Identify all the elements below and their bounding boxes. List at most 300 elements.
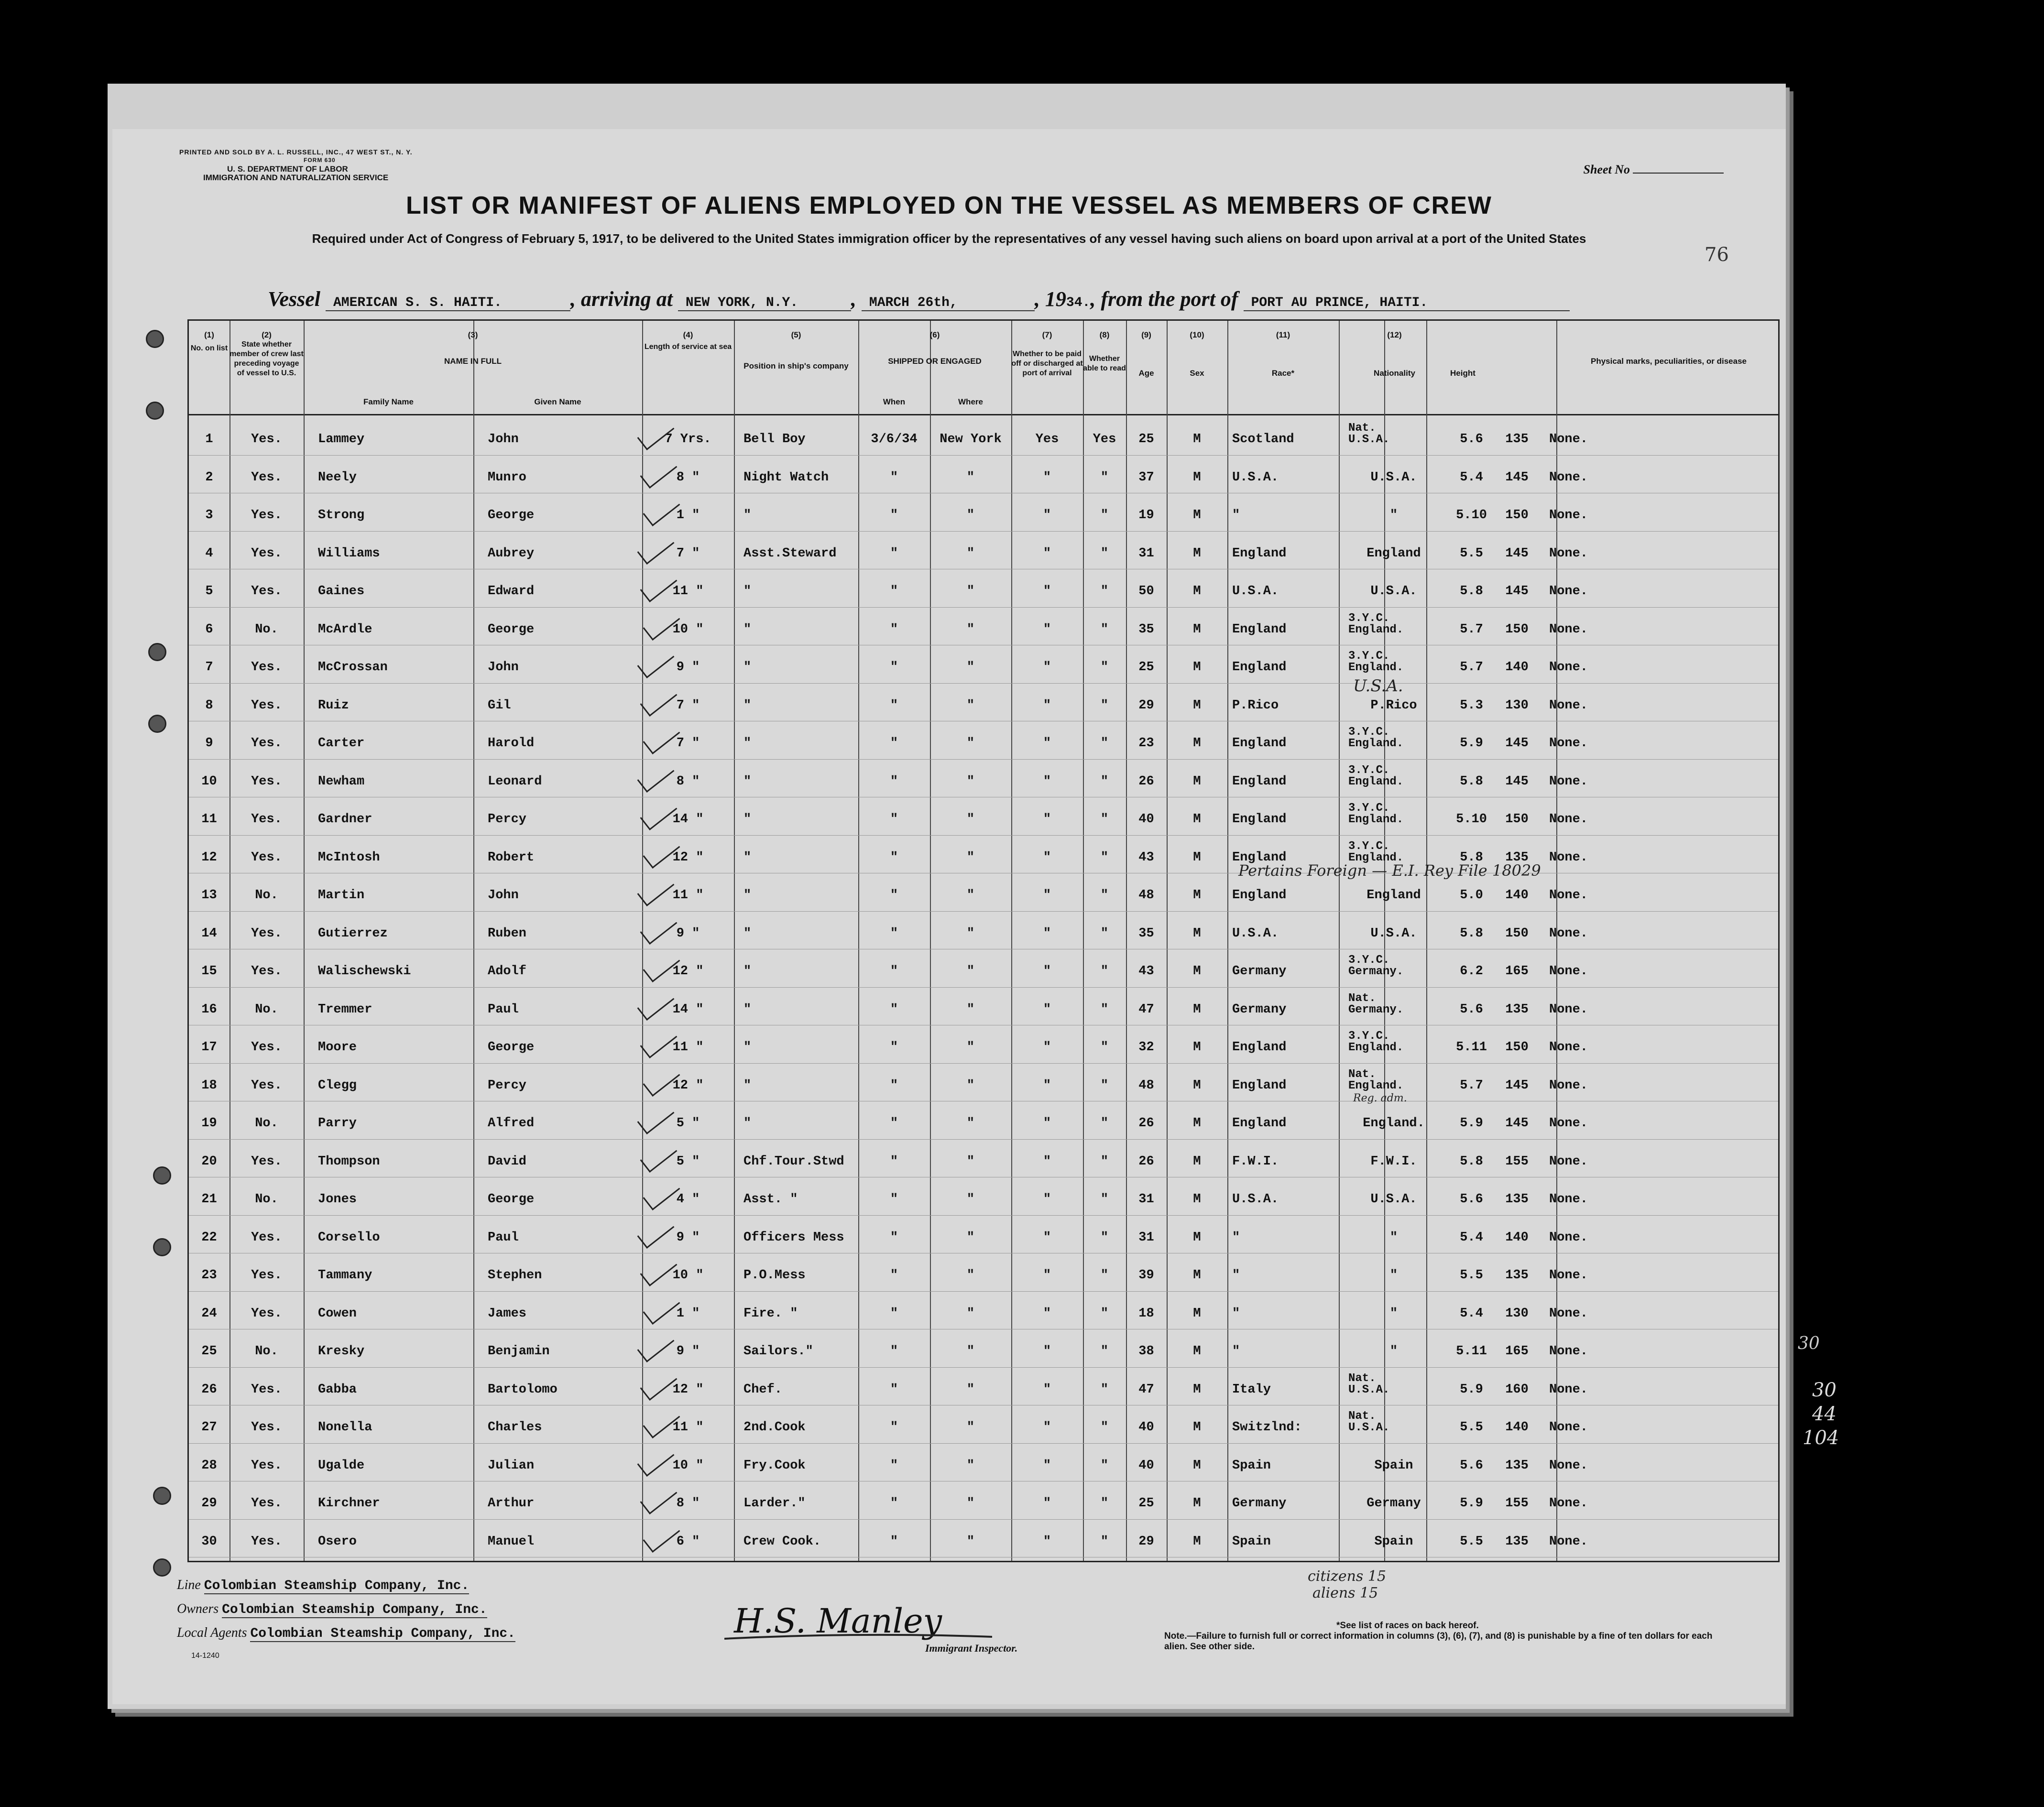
sheet-number-label: Sheet No: [1583, 163, 1630, 176]
cell-service: 10 ": [672, 1268, 704, 1283]
cell-given: Percy: [488, 1078, 527, 1093]
cell-read: Yes: [1093, 432, 1116, 446]
column-header-c2: State whether member of crew last preceding voyage of vessel to U.S.: [230, 340, 304, 377]
cell-height: 5.6: [1460, 432, 1483, 446]
cell-when: ": [890, 888, 898, 903]
cell-where: ": [966, 926, 975, 941]
cell-given: Harold: [488, 736, 535, 751]
cell-paid: ": [1043, 774, 1051, 789]
cell-position: ": [743, 1078, 752, 1093]
cell-position: Asst. ": [743, 1192, 798, 1207]
column-divider: [1167, 321, 1168, 1561]
cell-read: ": [1100, 1382, 1109, 1397]
cell-service: 9 ": [676, 1230, 700, 1245]
cell-age: 31: [1138, 1192, 1154, 1207]
cell-position: Asst.Steward: [743, 546, 837, 561]
handwritten-note: U.S.A.: [1353, 676, 1403, 696]
cell-race: Spain: [1232, 1534, 1271, 1549]
column-header-c1: No. on list: [190, 344, 228, 352]
column-header-c6: SHIPPED OR ENGAGED: [888, 357, 982, 366]
cell-paid: ": [1043, 1002, 1051, 1017]
cell-race: England: [1232, 850, 1287, 865]
binder-hole: [148, 643, 166, 661]
cell-when: ": [890, 926, 898, 941]
cell-given: Aubrey: [488, 546, 535, 561]
cell-weight: 150: [1505, 812, 1529, 827]
binder-hole: [146, 402, 164, 420]
cell-weight: 135: [1505, 1002, 1529, 1017]
cell-family: Tammany: [318, 1268, 372, 1283]
cell-where: ": [966, 1268, 975, 1283]
cell-paid: ": [1043, 546, 1051, 561]
column-header-c15: Physical marks, peculiarities, or disease: [1590, 357, 1747, 366]
cell-service: 11 ": [672, 1040, 704, 1055]
cell-when: ": [890, 1116, 898, 1131]
cell-given: John: [488, 432, 519, 446]
cell-age: 29: [1138, 1534, 1154, 1549]
cell-position: ": [743, 774, 752, 789]
cell-family: Neely: [318, 470, 357, 485]
cell-read: ": [1100, 1534, 1109, 1549]
cell-sex: M: [1193, 698, 1201, 713]
cell-no: 17: [201, 1040, 217, 1055]
cell-prev: Yes.: [251, 1534, 282, 1549]
cell-age: 43: [1138, 964, 1154, 979]
cell-read: ": [1100, 1154, 1109, 1169]
cell-prev: Yes.: [251, 470, 282, 485]
cell-position: ": [743, 964, 752, 979]
cell-given: John: [488, 888, 519, 903]
cell-paid: ": [1043, 1344, 1051, 1359]
cell-position: Fry.Cook: [743, 1458, 806, 1473]
cell-age: 40: [1138, 1420, 1154, 1435]
cell-race: P.Rico: [1232, 698, 1279, 713]
cell-position: Fire. ": [743, 1306, 798, 1321]
cell-read: ": [1100, 888, 1109, 903]
cell-family: Martin: [318, 888, 365, 903]
row-divider: [189, 683, 1778, 684]
cell-given: Munro: [488, 470, 527, 485]
cell-nat: 3.Y.C. England.: [1348, 839, 1404, 864]
row-divider: [189, 1367, 1778, 1368]
cell-given: Leonard: [488, 774, 542, 789]
cell-prev: Yes.: [251, 1230, 282, 1245]
cell-weight: 150: [1505, 622, 1529, 637]
cell-marks: None.: [1549, 1230, 1588, 1245]
cell-sex: M: [1193, 1420, 1201, 1435]
cell-race: Scotland: [1232, 432, 1294, 446]
cell-read: ": [1100, 1420, 1109, 1435]
cell-race: ": [1232, 1268, 1240, 1283]
cell-no: 14: [201, 926, 217, 941]
cell-race: U.S.A.: [1232, 584, 1279, 599]
row-divider: [189, 1291, 1778, 1292]
cell-race: U.S.A.: [1232, 1192, 1279, 1207]
cell-age: 26: [1138, 774, 1154, 789]
margin-number: 104: [1803, 1427, 1839, 1449]
binder-hole: [153, 1166, 171, 1185]
cell-given: Paul: [488, 1002, 519, 1017]
cell-nat: ": [1389, 1306, 1398, 1321]
cell-position: Larder.": [743, 1496, 806, 1511]
cell-paid: ": [1043, 1496, 1051, 1511]
cell-sex: M: [1193, 622, 1201, 637]
cell-race: Germany: [1232, 1496, 1287, 1511]
cell-age: 47: [1138, 1002, 1154, 1017]
cell-where: ": [966, 1002, 975, 1017]
cell-family: Williams: [318, 546, 380, 561]
cell-prev: Yes.: [251, 926, 282, 941]
cell-position: ": [743, 850, 752, 865]
cell-paid: ": [1043, 1534, 1051, 1549]
cell-family: Jones: [318, 1192, 357, 1207]
cell-prev: Yes.: [251, 584, 282, 599]
cell-where: ": [966, 508, 975, 523]
binder-hole: [153, 1487, 171, 1505]
cell-given: Arthur: [488, 1496, 535, 1511]
cell-given: George: [488, 1192, 535, 1207]
row-divider: [189, 987, 1778, 988]
form-code: 14-1240: [191, 1652, 219, 1660]
cell-height: 5.5: [1460, 1534, 1483, 1549]
cell-height: 5.7: [1460, 660, 1483, 675]
cell-height: 5.8: [1460, 1154, 1483, 1169]
cell-paid: ": [1043, 1078, 1051, 1093]
cell-service: 8 ": [676, 1496, 700, 1511]
cell-given: Paul: [488, 1230, 519, 1245]
cell-where: ": [966, 584, 975, 599]
cell-marks: None.: [1549, 812, 1588, 827]
cell-weight: 145: [1505, 1078, 1529, 1093]
cell-age: 25: [1138, 660, 1154, 675]
cell-prev: No.: [255, 622, 278, 637]
cell-no: 15: [201, 964, 217, 979]
margin-number: 30: [1798, 1334, 1820, 1353]
cell-prev: Yes.: [251, 964, 282, 979]
cell-given: Stephen: [488, 1268, 542, 1283]
cell-position: Chf.Tour.Stwd: [743, 1154, 844, 1169]
cell-nat: U.S.A.: [1370, 584, 1417, 599]
cell-race: Switzlnd:: [1232, 1420, 1302, 1435]
cell-paid: Yes: [1035, 432, 1059, 446]
cell-no: 7: [205, 660, 213, 675]
cell-sex: M: [1193, 546, 1201, 561]
cell-age: 50: [1138, 584, 1154, 599]
cell-where: ": [966, 1154, 975, 1169]
cell-read: ": [1100, 850, 1109, 865]
cell-sex: M: [1193, 584, 1201, 599]
cell-when: ": [890, 736, 898, 751]
cell-family: Kirchner: [318, 1496, 380, 1511]
cell-nat: 3.Y.C. England.: [1348, 726, 1404, 750]
cell-given: David: [488, 1154, 527, 1169]
cell-read: ": [1100, 1192, 1109, 1207]
cell-family: Newham: [318, 774, 365, 789]
vessel-label: Vessel: [268, 287, 320, 311]
row-divider: [189, 531, 1778, 532]
cell-race: England: [1232, 736, 1287, 751]
cell-given: John: [488, 660, 519, 675]
cell-family: Thompson: [318, 1154, 380, 1169]
cell-where: ": [966, 1458, 975, 1473]
cell-age: 26: [1138, 1116, 1154, 1131]
cell-no: 25: [201, 1344, 217, 1359]
cell-read: ": [1100, 1040, 1109, 1055]
cell-height: 5.9: [1460, 1496, 1483, 1511]
cell-no: 29: [201, 1496, 217, 1511]
cell-marks: None.: [1549, 432, 1588, 446]
cell-service: 5 ": [676, 1154, 700, 1169]
cell-where: ": [966, 1040, 975, 1055]
column-header-c12: Nationality: [1374, 369, 1415, 378]
cell-sex: M: [1193, 1002, 1201, 1017]
cell-where: ": [966, 546, 975, 561]
cell-family: Lammey: [318, 432, 365, 446]
cell-marks: None.: [1549, 622, 1588, 637]
cell-weight: 145: [1505, 546, 1529, 561]
cell-service: 9 ": [676, 1344, 700, 1359]
cell-age: 48: [1138, 1078, 1154, 1093]
cell-race: Germany: [1232, 1002, 1287, 1017]
cell-nat: Germany: [1366, 1496, 1421, 1511]
cell-sex: M: [1193, 508, 1201, 523]
cell-sex: M: [1193, 926, 1201, 941]
cell-service: 8 ": [676, 470, 700, 485]
column-header-c11-num: (11): [1276, 330, 1290, 339]
cell-read: ": [1100, 1458, 1109, 1473]
cell-paid: ": [1043, 1382, 1051, 1397]
cell-age: 39: [1138, 1268, 1154, 1283]
cell-paid: ": [1043, 888, 1051, 903]
cell-height: 5.7: [1460, 622, 1483, 637]
cell-height: 5.4: [1460, 470, 1483, 485]
cell-race: England: [1232, 1040, 1287, 1055]
cell-marks: None.: [1549, 774, 1588, 789]
column-header-c6a: When: [883, 397, 906, 406]
footnote-races: *See list of races on back hereof.: [1336, 1621, 1479, 1631]
cell-read: ": [1100, 1078, 1109, 1093]
cell-when: ": [890, 1192, 898, 1207]
manifest-page: [112, 129, 1786, 1704]
owners-label: Owners: [177, 1601, 219, 1616]
cell-prev: Yes.: [251, 736, 282, 751]
cell-race: Italy: [1232, 1382, 1271, 1397]
cell-sex: M: [1193, 1496, 1201, 1511]
cell-where: ": [966, 1116, 975, 1131]
cell-prev: Yes.: [251, 698, 282, 713]
cell-position: ": [743, 1040, 752, 1055]
cell-nat: 3.Y.C. England.: [1348, 802, 1404, 826]
binder-hole: [146, 330, 164, 348]
cell-age: 43: [1138, 850, 1154, 865]
cell-age: 23: [1138, 736, 1154, 751]
footnote: [1164, 1621, 1738, 1652]
row-divider: [189, 1443, 1778, 1444]
handwritten-page-number: 76: [1705, 244, 1729, 266]
cell-position: ": [743, 888, 752, 903]
cell-position: ": [743, 622, 752, 637]
cell-height: 5.10: [1456, 508, 1487, 523]
cell-when: ": [890, 1496, 898, 1511]
cell-sex: M: [1193, 736, 1201, 751]
cell-read: ": [1100, 660, 1109, 675]
cell-where: ": [966, 888, 975, 903]
cell-nat: Nat. Germany.: [1348, 991, 1404, 1016]
cell-prev: Yes.: [251, 1382, 282, 1397]
cell-where: ": [966, 1496, 975, 1511]
cell-where: New York: [940, 432, 1002, 446]
cell-height: 5.3: [1460, 698, 1483, 713]
cell-weight: 135: [1505, 432, 1529, 446]
cell-service: 1 ": [676, 1306, 700, 1321]
cell-service: 7 Yrs.: [665, 432, 711, 446]
cell-where: ": [966, 736, 975, 751]
cell-family: McArdle: [318, 622, 372, 637]
cell-paid: ": [1043, 1040, 1051, 1055]
cell-nat: ": [1389, 1344, 1398, 1359]
cell-service: 7 ": [676, 698, 700, 713]
column-header-c9: Age: [1138, 369, 1154, 378]
cell-no: 9: [205, 736, 213, 751]
cell-height: 5.8: [1460, 926, 1483, 941]
cell-when: ": [890, 964, 898, 979]
cell-no: 4: [205, 546, 213, 561]
cell-prev: No.: [255, 1344, 278, 1359]
cell-when: ": [890, 1458, 898, 1473]
cell-paid: ": [1043, 1306, 1051, 1321]
row-divider: [189, 455, 1778, 456]
cell-no: 10: [201, 774, 217, 789]
cell-race: ": [1232, 1230, 1240, 1245]
cell-sex: M: [1193, 1306, 1201, 1321]
cell-height: 5.7: [1460, 1078, 1483, 1093]
cell-weight: 165: [1505, 964, 1529, 979]
cell-service: 9 ": [676, 926, 700, 941]
cell-marks: None.: [1549, 964, 1588, 979]
form-number: FORM 630: [304, 157, 336, 163]
cell-where: ": [966, 1192, 975, 1207]
cell-no: 26: [201, 1382, 217, 1397]
cell-weight: 135: [1505, 1268, 1529, 1283]
cell-no: 20: [201, 1154, 217, 1169]
handwritten-note: Reg. adm.: [1353, 1092, 1407, 1104]
binder-hole: [153, 1238, 171, 1256]
cell-read: ": [1100, 1344, 1109, 1359]
cell-given: Alfred: [488, 1116, 535, 1131]
row-divider: [189, 835, 1778, 836]
cell-age: 32: [1138, 1040, 1154, 1055]
cell-paid: ": [1043, 1268, 1051, 1283]
cell-given: Adolf: [488, 964, 527, 979]
cell-position: ": [743, 584, 752, 599]
cell-race: England: [1232, 774, 1287, 789]
cell-paid: ": [1043, 736, 1051, 751]
column-divider: [1556, 321, 1557, 1561]
cell-race: England: [1232, 660, 1287, 675]
cell-paid: ": [1043, 1116, 1051, 1131]
cell-position: Night Watch: [743, 470, 829, 485]
cell-height: 6.2: [1460, 964, 1483, 979]
cell-service: 7 ": [676, 546, 700, 561]
cell-age: 35: [1138, 622, 1154, 637]
cell-sex: M: [1193, 432, 1201, 446]
cell-paid: ": [1043, 470, 1051, 485]
agents-label: Local Agents: [177, 1625, 247, 1640]
cell-race: ": [1232, 508, 1240, 523]
agents-value: Colombian Steamship Company, Inc.: [250, 1626, 515, 1641]
cell-family: Osero: [318, 1534, 357, 1549]
cell-prev: Yes.: [251, 546, 282, 561]
footnote-penalty: Note.—Failure to furnish full or correct information in columns (3), (6), (7), and (8) is punishable by a fine of ten dollars for each alien. See other side.: [1164, 1631, 1713, 1652]
cell-sex: M: [1193, 1534, 1201, 1549]
cell-sex: M: [1193, 1458, 1201, 1473]
cell-position: Officers Mess: [743, 1230, 844, 1245]
column-header-c7-num: (7): [1042, 330, 1052, 339]
cell-race: England: [1232, 1078, 1287, 1093]
cell-height: 5.11: [1456, 1344, 1487, 1359]
cell-age: 18: [1138, 1306, 1154, 1321]
cell-read: ": [1100, 736, 1109, 751]
cell-nat: U.S.A.: [1370, 1192, 1417, 1207]
cell-weight: 135: [1505, 1534, 1529, 1549]
row-divider: [189, 759, 1778, 760]
column-header-c4-num: (4): [683, 330, 693, 339]
cell-nat: 3.Y.C. England.: [1348, 650, 1404, 674]
cell-position: ": [743, 660, 752, 675]
cell-age: 31: [1138, 1230, 1154, 1245]
cell-race: England: [1232, 1116, 1287, 1131]
cell-weight: 135: [1505, 1192, 1529, 1207]
cell-no: 1: [205, 432, 213, 446]
line-value: Colombian Steamship Company, Inc.: [204, 1578, 470, 1593]
cell-sex: M: [1193, 1116, 1201, 1131]
cell-position: ": [743, 736, 752, 751]
cell-no: 28: [201, 1458, 217, 1473]
cell-height: 5.6: [1460, 1192, 1483, 1207]
cell-paid: ": [1043, 964, 1051, 979]
column-header-c3: NAME IN FULL: [444, 357, 502, 366]
cell-height: 5.5: [1460, 546, 1483, 561]
cell-sex: M: [1193, 1382, 1201, 1397]
column-header-c11: Race*: [1271, 369, 1295, 378]
cell-nat: Nat. U.S.A.: [1348, 1372, 1390, 1396]
cell-prev: Yes.: [251, 850, 282, 865]
cell-nat: Spain: [1374, 1458, 1413, 1473]
column-header-c6b: Where: [958, 397, 983, 406]
cell-when: ": [890, 774, 898, 789]
cell-when: ": [890, 584, 898, 599]
cell-age: 38: [1138, 1344, 1154, 1359]
cell-no: 27: [201, 1420, 217, 1435]
cell-nat: Nat. U.S.A.: [1348, 1410, 1390, 1434]
cell-when: ": [890, 1382, 898, 1397]
cell-when: ": [890, 546, 898, 561]
cell-race: F.W.I.: [1232, 1154, 1279, 1169]
cell-prev: Yes.: [251, 812, 282, 827]
cell-read: ": [1100, 584, 1109, 599]
cell-marks: None.: [1549, 1154, 1588, 1169]
cell-height: 5.6: [1460, 1458, 1483, 1473]
cell-marks: None.: [1549, 1458, 1588, 1473]
cell-when: ": [890, 1420, 898, 1435]
cell-weight: 140: [1505, 1420, 1529, 1435]
cell-read: ": [1100, 1496, 1109, 1511]
column-header-c7: Whether to be paid off or discharged at port of arrival: [1011, 350, 1083, 377]
cell-weight: 150: [1505, 508, 1529, 523]
cell-race: Spain: [1232, 1458, 1271, 1473]
cell-weight: 155: [1505, 1154, 1529, 1169]
cell-age: 25: [1138, 1496, 1154, 1511]
